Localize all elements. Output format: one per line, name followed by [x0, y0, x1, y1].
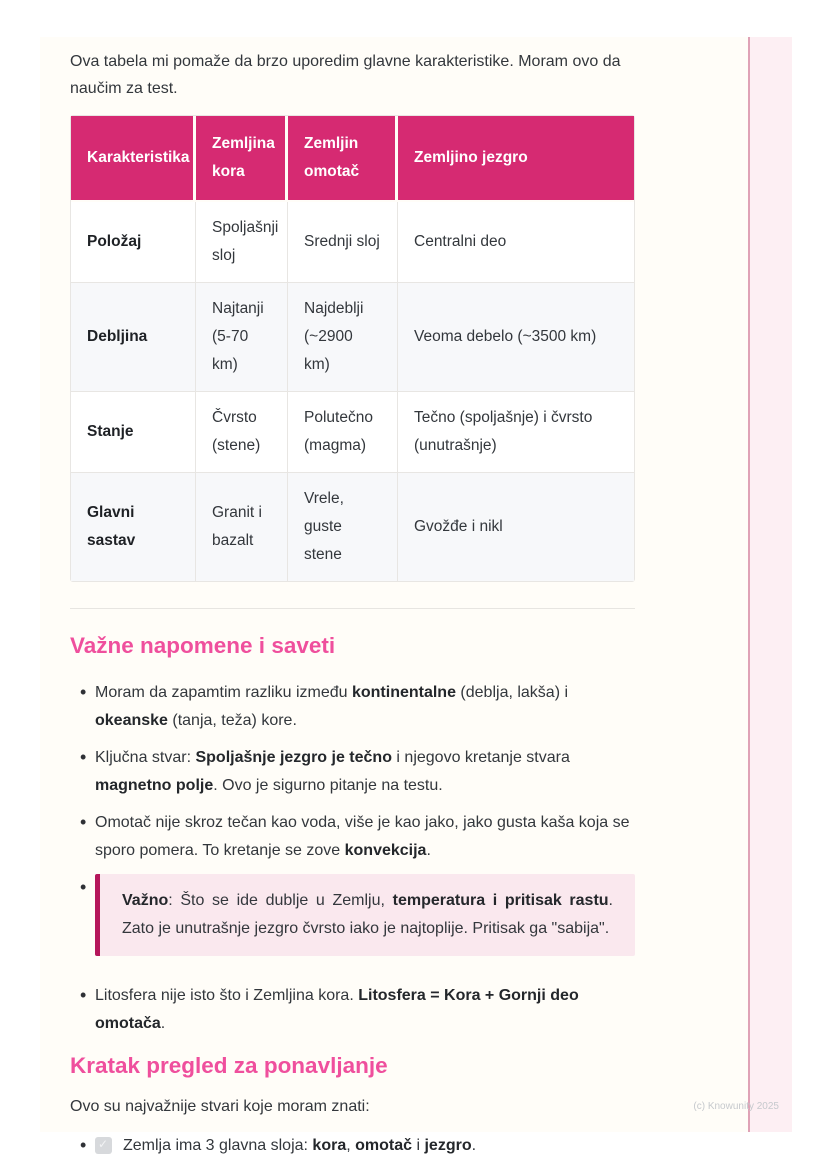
bold-text: omotač: [355, 1137, 413, 1154]
row-label-cell: Položaj: [71, 202, 196, 283]
text: . Ovo je sigurno pitanje na testu.: [213, 776, 443, 794]
bullet-icon: [70, 809, 95, 838]
bold-text: temperatura i pritisak rastu: [392, 892, 609, 909]
table-header-cell: Zemljina kora: [196, 116, 288, 202]
text: Ključna stvar:: [95, 749, 196, 766]
checkbox-checked-icon[interactable]: [95, 1137, 112, 1154]
table-body: [71, 202, 634, 581]
row-label-cell: Stanje: [71, 392, 196, 473]
page-edge-strip: [748, 37, 792, 1132]
text: .: [471, 1137, 477, 1154]
table-cell: Spoljašnji sloj: [196, 202, 288, 283]
list-item-text: [95, 744, 635, 799]
bold-text: Važno: [122, 892, 169, 909]
text: Moram da zapamtim razliku između: [95, 684, 352, 701]
text: .: [160, 1014, 166, 1032]
text: i: [412, 1137, 425, 1154]
row-label-cell: Debljina: [71, 283, 196, 392]
bold-text: kora: [312, 1137, 347, 1154]
text: Omotač nije skroz tečan kao voda, više je kao jako, jako gusta kaša koja se sporo pomera. To kretanje se zove: [95, 814, 630, 859]
section-divider: [70, 608, 635, 609]
text: i njegovo kretanje stvara: [391, 749, 570, 766]
note-content: [40, 37, 635, 1161]
table-header-cell: Zemljino jezgro: [398, 116, 634, 202]
review-heading: Kratak pregled za ponavljanje: [70, 1053, 388, 1078]
notes-heading: Važne napomene i saveti: [70, 633, 336, 658]
table-cell: Srednji sloj: [288, 202, 398, 283]
table-cell: Tečno (spoljašnje) i čvrsto (unutrašnje): [398, 392, 634, 473]
bold-text: Spoljašnje jezgro je tečno: [195, 749, 392, 766]
table-header-cell: Zemljin omotač: [288, 116, 398, 202]
bold-text: jezgro: [424, 1137, 472, 1154]
bullet-icon: [70, 982, 95, 1011]
bullet-icon: [70, 744, 95, 773]
table-row: [71, 202, 634, 283]
list-item: [70, 809, 635, 864]
table-cell: Najtanji (5-70 km): [196, 283, 288, 392]
review-intro: Ovo su najvažnije stvari koje moram znati:: [70, 1098, 370, 1115]
notes-bullet-list-after: [70, 982, 635, 1037]
table-cell: Centralni deo: [398, 202, 634, 283]
notes-bullet-list: [70, 679, 635, 864]
list-item: [70, 982, 635, 1037]
callout-list-item: [70, 874, 635, 956]
table-row: [71, 283, 634, 392]
text: : Što se ide dublje u Zemlju,: [168, 892, 393, 909]
text: (deblja, lakša) i: [455, 684, 569, 701]
comparison-table-wrap: [70, 115, 635, 582]
list-item: [70, 1132, 635, 1161]
table-row: [71, 392, 634, 473]
table-cell: Čvrsto (stene): [196, 392, 288, 473]
text: . Zato je unutrašnje jezgro čvrsto iako je najtoplije. Pritisak ga "sabija".: [122, 892, 613, 937]
text: (tanja, teža) kore.: [167, 711, 297, 729]
intro-paragraph: Ova tabela mi pomaže da brzo uporedim glavne karakteristike. Moram ovo da naučim za test.: [70, 53, 621, 97]
copyright-watermark: (c) Knowunity 2025: [693, 1101, 779, 1112]
bullet-icon: [70, 679, 95, 708]
table-cell: Gvožđe i nikl: [398, 473, 634, 581]
bold-text: kontinentalne: [351, 684, 456, 701]
text: ,: [346, 1137, 356, 1154]
callout-text: [122, 887, 613, 943]
table-cell: Polutečno (magma): [288, 392, 398, 473]
list-item: [70, 744, 635, 799]
review-checklist: [70, 1132, 635, 1161]
callout-list: [70, 874, 635, 956]
bold-text: Litosfera = Kora + Gornji deo omotača: [95, 987, 579, 1032]
important-callout: [95, 874, 635, 956]
list-item-text: [95, 809, 635, 864]
comparison-table: [71, 116, 634, 581]
table-cell: Vrele, guste stene: [288, 473, 398, 581]
text: Litosfera nije isto što i Zemljina kora.: [95, 987, 359, 1004]
table-cell: Najdeblji (~2900 km): [288, 283, 398, 392]
list-item-text: [123, 1132, 635, 1160]
bullet-icon: [70, 874, 95, 903]
table-header-cell: Karakteristika: [71, 116, 196, 202]
list-item-text: [95, 982, 635, 1037]
table-cell: Veoma debelo (~3500 km): [398, 283, 634, 392]
table-row: [71, 473, 634, 581]
text: Zemlja ima 3 glavna sloja:: [123, 1137, 313, 1154]
bold-text: okeanske: [95, 711, 168, 729]
table-cell: Granit i bazalt: [196, 473, 288, 581]
document-page: [40, 37, 792, 1154]
table-header-row: [71, 116, 634, 202]
bold-text: konvekcija: [344, 841, 427, 859]
bold-text: magnetno polje: [95, 776, 214, 794]
bullet-icon: [70, 1132, 95, 1161]
row-label-cell: Glavni sastav: [71, 473, 196, 581]
text: .: [426, 841, 431, 859]
list-item: [70, 679, 635, 734]
list-item-text: [95, 679, 635, 734]
